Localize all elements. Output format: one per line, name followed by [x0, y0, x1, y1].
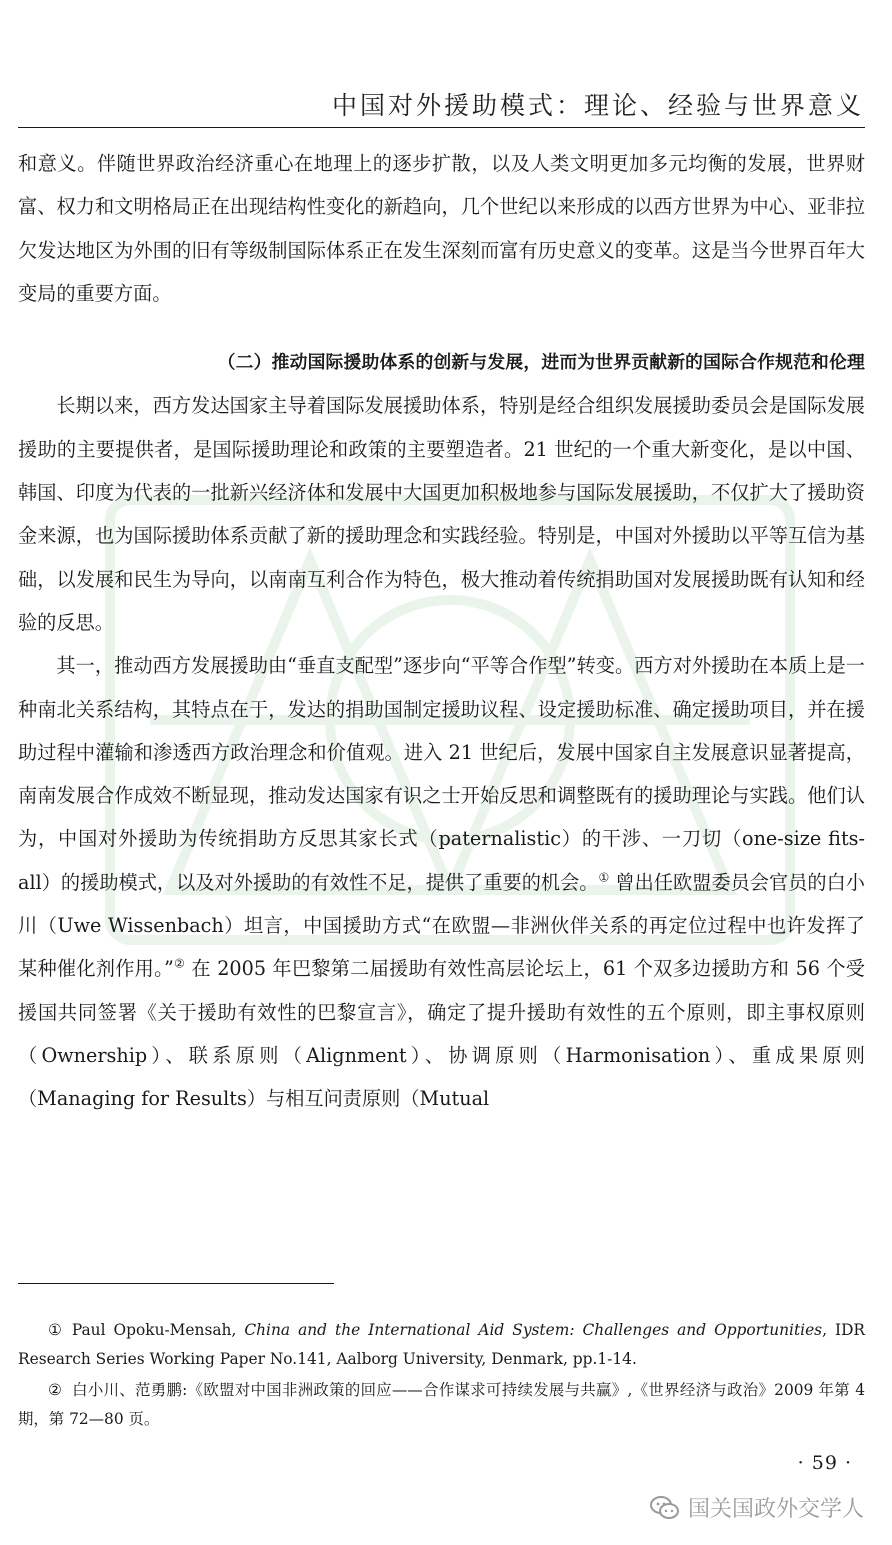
brand-name: 国关国政外交学人 [687, 1497, 864, 1522]
page-number: · 59 · [797, 1452, 852, 1474]
paragraph-3-part-a: 其一，推动西方发展援助由“垂直支配型”逐步向“平等合作型”转变。西方对外援助在本质上是一种南北关系结构，其特点在于，发达的捐助国制定援助议程、设定援助标准、确定援助项目，并在援助过程中灌输和渗透西方政治理念和价值观。进入 21 世纪后，发展中国家自主发展意识显著提高，南南发展合作成效不断显现，推动发达国家有识之士开始反思和调整既有的援助理论与实践。他们认为，中国对外援助为传统捐助方反思其家长式（paternalistic）的干涉、一刀切（one-size fits-all）的援助模式，以及对外援助的有效性不足，提供了重要的机会。 [18, 654, 865, 894]
footnotes [18, 1316, 865, 1436]
footnote-1 [18, 1316, 865, 1374]
paragraph-3-part-b: 曾出任欧盟委员会官员的白小川（Uwe Wissenbach）坦言，中国援助方式“在欧盟—非洲伙伴关系的再定位过程中也许发挥了某种催化剂作用。” [18, 870, 865, 981]
footnote-divider [18, 1283, 334, 1284]
footnote-ref-2[interactable]: ② [173, 956, 186, 971]
footnote-2 [18, 1376, 865, 1434]
paragraph-3-part-c: 在 2005 年巴黎第二届援助有效性高层论坛上，61 个双多边援助方和 56 个受援国共同签署《关于援助有效性的巴黎宣言》，确定了提升援助有效性的五个原则，即主事权原则（Ownership）、联系原则（Alignment）、协调原则（Harmonisation）、重成果原则（Managing for Results）与相互问责原则（Mutual [18, 957, 865, 1111]
footnote-1-rest: , IDR Research Series Working Paper No.141, Aalborg University, Denmark, pp.1-14. [18, 1321, 865, 1368]
paragraph-3 [18, 644, 865, 1120]
wechat-icon [650, 1495, 680, 1521]
footnote-1-mark: ① [48, 1321, 62, 1339]
footnote-2-mark: ② [48, 1381, 62, 1399]
footnote-2-text: 白小川、范勇鹏:《欧盟对中国非洲政策的回应——合作谋求可持续发展与共赢》,《世界经济与政治》2009 年第 4 期，第 72—80 页。 [18, 1381, 865, 1428]
footnote-1-title: China and the International Aid System: Challenges and Opportunities [244, 1321, 823, 1339]
section-heading: （二）推动国际援助体系的创新与发展，进而为世界贡献新的国际合作规范和伦理 [217, 352, 865, 374]
brand-watermark [650, 1492, 864, 1523]
footnote-ref-1[interactable]: ① [598, 870, 610, 885]
paragraph-2: 长期以来，西方发达国家主导着国际发展援助体系，特别是经合组织发展援助委员会是国际发展援助的主要提供者，是国际援助理论和政策的主要塑造者。21 世纪的一个重大新变化，是以中国、韩国、印度为代表的一批新兴经济体和发展中大国更加积极地参与国际发展援助，不仅扩大了援助资金来源，也为国际援助体系贡献了新的援助理念和实践经验。特别是，中国对外援助以平等互信为基础，以发展和民生为导向，以南南互利合作为特色，极大推动着传统捐助国对发展援助既有认知和经验的反思。 [18, 394, 865, 634]
paragraph-1: 和意义。伴随世界政治经济重心在地理上的逐步扩散，以及人类文明更加多元均衡的发展，世界财富、权力和文明格局正在出现结构性变化的新趋向，几个世纪以来形成的以西方世界为中心、亚非拉欠发达地区为外围的旧有等级制国际体系正在发生深刻而富有历史意义的变革。这是当今世界百年大变局的重要方面。 [18, 152, 865, 305]
footnote-1-author: Paul Opoku-Mensah, [71, 1321, 245, 1339]
header-divider [18, 127, 865, 128]
running-header-title: 中国对外援助模式：理论、经验与世界意义 [331, 91, 864, 120]
main-body [18, 142, 865, 1121]
